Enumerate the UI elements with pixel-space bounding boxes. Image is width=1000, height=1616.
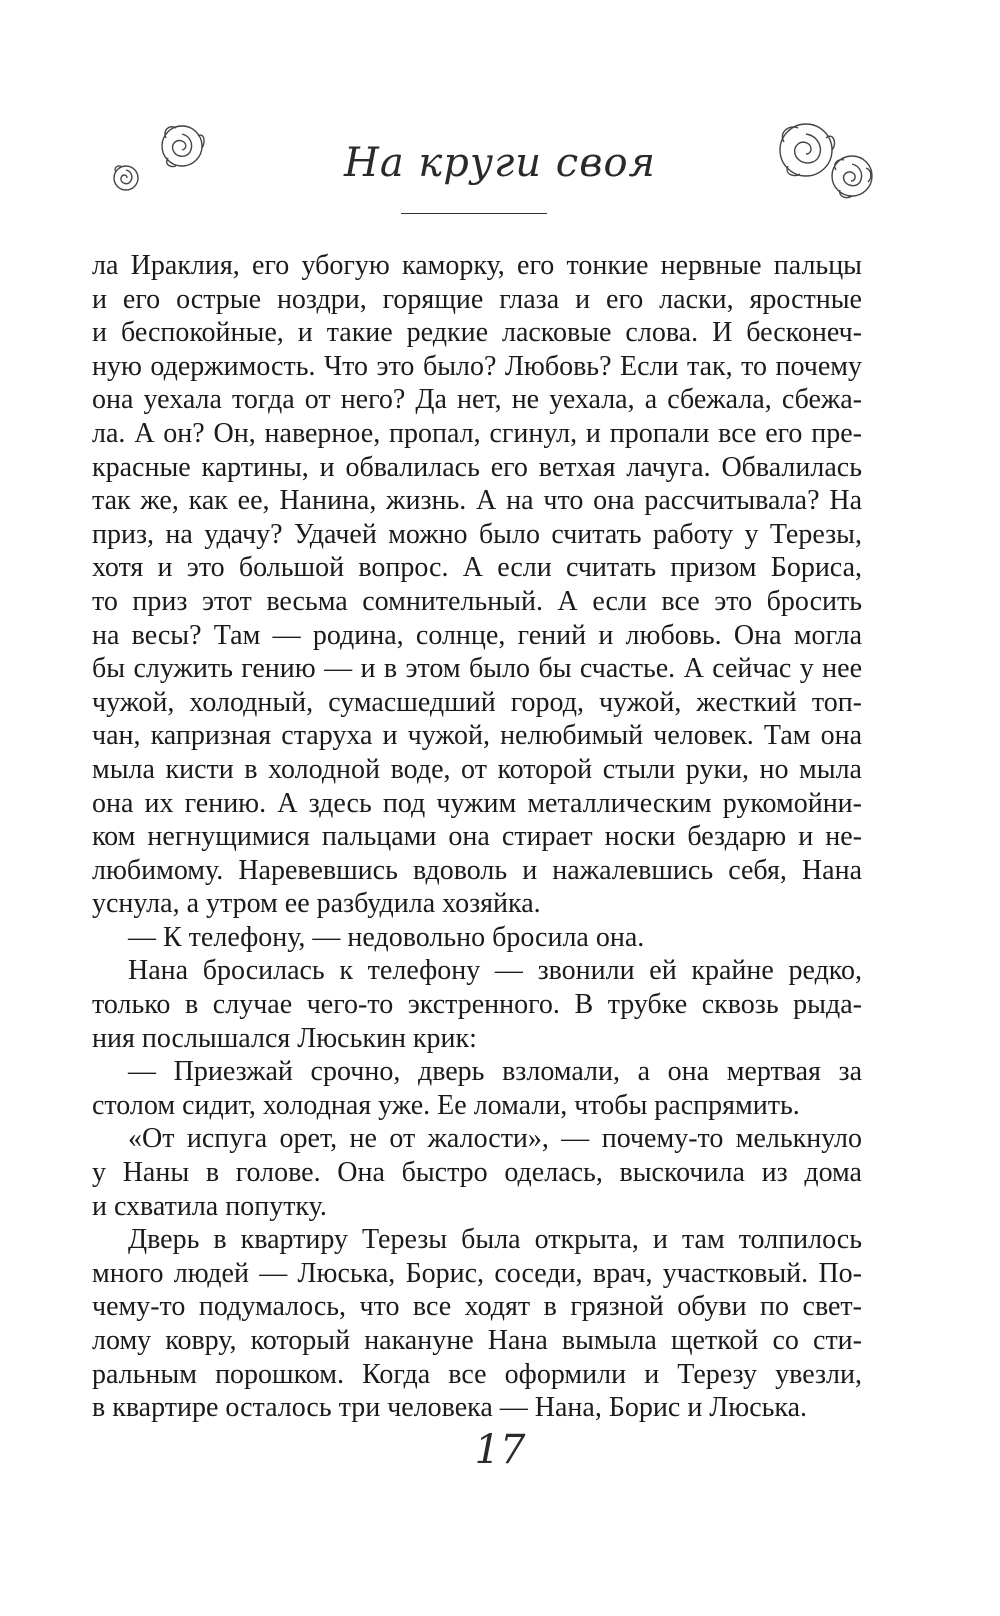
text-line: то приз этот весьма сомнительный. А если все это бросить (92, 585, 862, 617)
text-line: так же, как ее, Нанина, жизнь. А на что она рассчитывала? На (92, 485, 862, 517)
text-line: и беспокойные, и такие редкие ласковые слова. И бесконеч- (92, 317, 862, 349)
text-line: Нана бросилась к телефону — звонили ей крайне редко, (128, 955, 862, 987)
text-line: ния послышался Люськин крик: (92, 1022, 477, 1054)
rose-flowers-right-icon (768, 120, 878, 210)
text-line: много людей — Люська, Борис, соседи, врач, участковый. По- (92, 1257, 862, 1289)
text-line: приз, на удачу? Удачей можно было считать работу у Терезы, (92, 518, 862, 550)
text-line: в квартире осталось три человека — Нана, Борис и Люська. (92, 1392, 808, 1424)
text-line: — Приезжай срочно, дверь взломали, а она мертвая за (128, 1056, 862, 1088)
text-line: «От испуга орет, не от жалости», — почему-то мелькнуло (128, 1123, 862, 1155)
text-line: Дверь в квартиру Терезы была открыта, и там толпилось (128, 1224, 862, 1256)
text-line: уснула, а утром ее разбудила хозяйка. (92, 888, 541, 920)
text-line: ла. А он? Он, наверное, пропал, сгинул, и пропали все его пре- (92, 417, 862, 449)
page-header (0, 0, 1000, 250)
body-text (92, 249, 862, 1425)
text-line: и его острые ноздри, горящие глаза и его ласки, яростные (92, 283, 862, 315)
text-line: она их гению. А здесь под чужим металлическим рукомойни- (92, 787, 862, 819)
text-line: мыла кисти в холодной воде, от которой стыли руки, но мыла (92, 753, 862, 785)
text-line: ком негнущимися пальцами она стирает носки бездарю и не- (92, 821, 862, 853)
text-line: ральным порошком. Когда все оформили и Терезу увезли, (92, 1358, 862, 1390)
running-title: На круги своя (343, 140, 657, 186)
title-divider (401, 213, 547, 214)
text-line: и схватила попутку. (92, 1190, 327, 1222)
text-line: красные картины, и обвалилась его ветхая лачуга. Обвалилась (92, 451, 862, 483)
text-line: любимому. Наревевшись вдоволь и нажалевшись себя, Нана (92, 854, 862, 886)
text-line: чему-то подумалось, что все ходят в грязной обуви по свет- (92, 1291, 862, 1323)
text-line: чужой, холодный, сумасшедший город, чужой, жесткий топ- (92, 686, 862, 718)
text-line: ла Ираклия, его убогую каморку, его тонкие нервные пальцы (92, 250, 862, 281)
text-line: бы служить гению — и в этом было бы счастье. А сейчас у нее (92, 653, 862, 685)
text-line: столом сидит, холодная уже. Ее ломали, чтобы распрямить. (92, 1089, 800, 1121)
text-line: лому ковру, который накануне Нана вымыла щеткой со сти- (92, 1325, 862, 1356)
text-line: хотя и это большой вопрос. А если считать призом Бориса, (92, 552, 862, 584)
text-line: у Наны в голове. Она быстро оделась, выскочила из дома (92, 1157, 862, 1189)
text-line: — К телефону, — недовольно бросила она. (128, 921, 645, 953)
text-line: она уехала тогда от него? Да нет, не уехала, а сбежала, сбежа- (92, 384, 862, 416)
text-line: ную одержимость. Что это было? Любовь? Если так, то почему (92, 350, 862, 382)
page-number: 17 (474, 1427, 526, 1473)
text-line: только в случае чего-то экстренного. В трубке сквозь рыда- (92, 989, 862, 1021)
text-line: чан, капризная старуха и чужой, нелюбимый человек. Там она (92, 720, 862, 752)
text-line: на весы? Там — родина, солнце, гений и любовь. Она могла (92, 619, 862, 651)
